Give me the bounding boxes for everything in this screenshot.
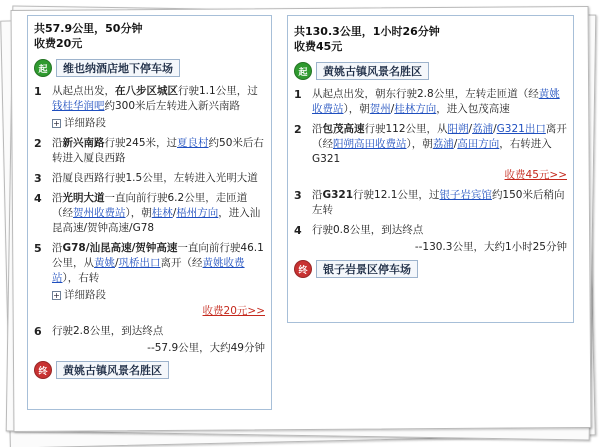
route-step — [34, 241, 265, 319]
route-distance-time: 共130.3公里，1小时26分钟 — [294, 25, 440, 38]
route-distance-time: 共57.9公里，50分钟 — [34, 22, 143, 35]
toll-station-link[interactable]: 贺州收费站 — [73, 207, 126, 219]
detail-segment-toggle[interactable]: + 详细路段 — [53, 117, 106, 129]
start-marker-icon: 起 — [294, 62, 312, 80]
direction-link[interactable]: 荔浦 — [432, 138, 454, 150]
toll-station-link[interactable]: 黄姚收费站 — [52, 257, 245, 284]
step-number: 3 — [34, 172, 42, 185]
route-toll: 收费20元 — [34, 37, 83, 50]
route-step — [294, 122, 567, 183]
end-place-name[interactable]: 黄姚古镇风景名胜区 — [56, 361, 169, 379]
end-marker-icon: 终 — [34, 361, 52, 379]
step-text: 沿G78/汕昆高速/贺钟高速一直向前行驶46.1公里，从黄姚/巩桥出口离开（经黄姚收费站），右转 + 详细路段 收费20元>> — [52, 242, 265, 317]
step-text: 行驶0.8公里，到达终点 — [312, 224, 424, 236]
step-number: 2 — [294, 123, 302, 136]
start-place-name[interactable]: 黄姚古镇风景名胜区 — [316, 62, 429, 80]
expand-plus-icon: + — [53, 119, 60, 128]
detail-segment-toggle[interactable]: + 详细路段 — [53, 289, 106, 301]
start-marker-icon: 起 — [34, 59, 52, 77]
route-total: --57.9公里，大约49分钟 — [147, 342, 265, 354]
start-place-row — [294, 60, 567, 82]
exit-link[interactable]: 巩桥出口 — [118, 257, 161, 269]
step-text: 沿G321行驶12.1公里，过银子岩宾馆约150米后稍向左转 — [312, 189, 565, 216]
step-number: 4 — [294, 224, 302, 237]
direction-link[interactable]: 贺州 — [369, 103, 391, 115]
route-steps — [28, 84, 271, 339]
step-text: 从起点出发，在八步区城区行驶1.1公里，过钱桂华润吧约300米后左转进入新兴南路 + 详细路段 — [52, 84, 265, 131]
direction-link[interactable]: 桂林方向 — [394, 103, 437, 115]
end-place-row — [34, 359, 265, 381]
direction-link[interactable]: 高田方向 — [457, 138, 500, 150]
poi-link[interactable]: 钱桂 — [52, 100, 73, 112]
start-place-row — [34, 57, 265, 79]
route-step — [34, 84, 265, 131]
start-place-name[interactable]: 维也纳酒店地下停车场 — [56, 59, 180, 77]
route-total: --130.3公里，大约1小时25分钟 — [414, 241, 567, 253]
direction-link[interactable]: 梧州方向 — [176, 207, 219, 219]
step-number: 2 — [34, 137, 42, 150]
route-step — [34, 136, 265, 166]
route-step — [34, 171, 265, 186]
route-summary — [288, 16, 573, 58]
route-step — [34, 324, 265, 339]
toll-station-link[interactable]: 阳朔高田收费站 — [333, 138, 407, 150]
end-place-name[interactable]: 银子岩景区停车场 — [316, 260, 418, 278]
step-text: 沿新兴南路行驶245米，过夏良村约50米后右转进入厦良西路 — [52, 137, 264, 164]
poi-link[interactable]: 夏良村 — [177, 137, 209, 149]
exit-link[interactable]: 黄姚 — [94, 257, 115, 269]
toll-station-link[interactable]: 黄姚收费站 — [312, 88, 560, 115]
step-number: 4 — [34, 192, 42, 205]
route-panel-right — [287, 15, 574, 323]
exit-link[interactable]: 荔浦 — [472, 123, 494, 135]
exit-link[interactable]: G321出口 — [496, 123, 546, 135]
step-text: 沿包茂高速行驶112公里，从阳朔/荔浦/G321出口离开（经阳朔高田收费站），朝荔浦/高田方向，右转进入G321 收费45元>> — [312, 123, 567, 181]
step-number: 5 — [34, 242, 42, 255]
step-number: 1 — [294, 88, 302, 101]
toll-fee-link[interactable]: 收费20元>> — [202, 305, 265, 317]
step-text: 沿光明大道一直向前行驶6.2公里，走匝道（经贺州收费站），朝桂林/梧州方向，进入汕昆高速/贺钟高速/G78 — [52, 192, 261, 234]
route-step — [294, 223, 567, 238]
step-text: 行驶2.8公里，到达终点 — [52, 325, 164, 337]
end-place-row — [294, 258, 567, 280]
route-step — [34, 191, 265, 236]
step-text: 从起点出发，朝东行驶2.8公里，左转走匝道（经黄姚收费站），朝贺州/桂林方向，进入包茂高速 — [312, 88, 560, 115]
end-marker-icon: 终 — [294, 260, 312, 278]
step-text: 沿厦良西路行驶1.5公里，左转进入光明大道 — [52, 172, 258, 184]
route-summary — [28, 16, 271, 55]
step-number: 6 — [34, 325, 42, 338]
toll-fee-link[interactable]: 收费45元>> — [504, 169, 567, 181]
route-toll: 收费45元 — [294, 40, 343, 53]
poi-link[interactable]: 华润吧 — [73, 100, 105, 112]
poi-link[interactable]: 银子岩宾馆 — [439, 189, 492, 201]
step-number: 1 — [34, 85, 42, 98]
exit-link[interactable]: 阳朔 — [447, 123, 469, 135]
route-step — [294, 188, 567, 218]
direction-link[interactable]: 桂林 — [151, 207, 173, 219]
route-step — [294, 87, 567, 117]
route-panel-left — [27, 15, 272, 410]
step-number: 3 — [294, 189, 302, 202]
expand-plus-icon: + — [53, 291, 60, 300]
route-comparison — [19, 15, 584, 424]
route-steps — [288, 87, 573, 238]
